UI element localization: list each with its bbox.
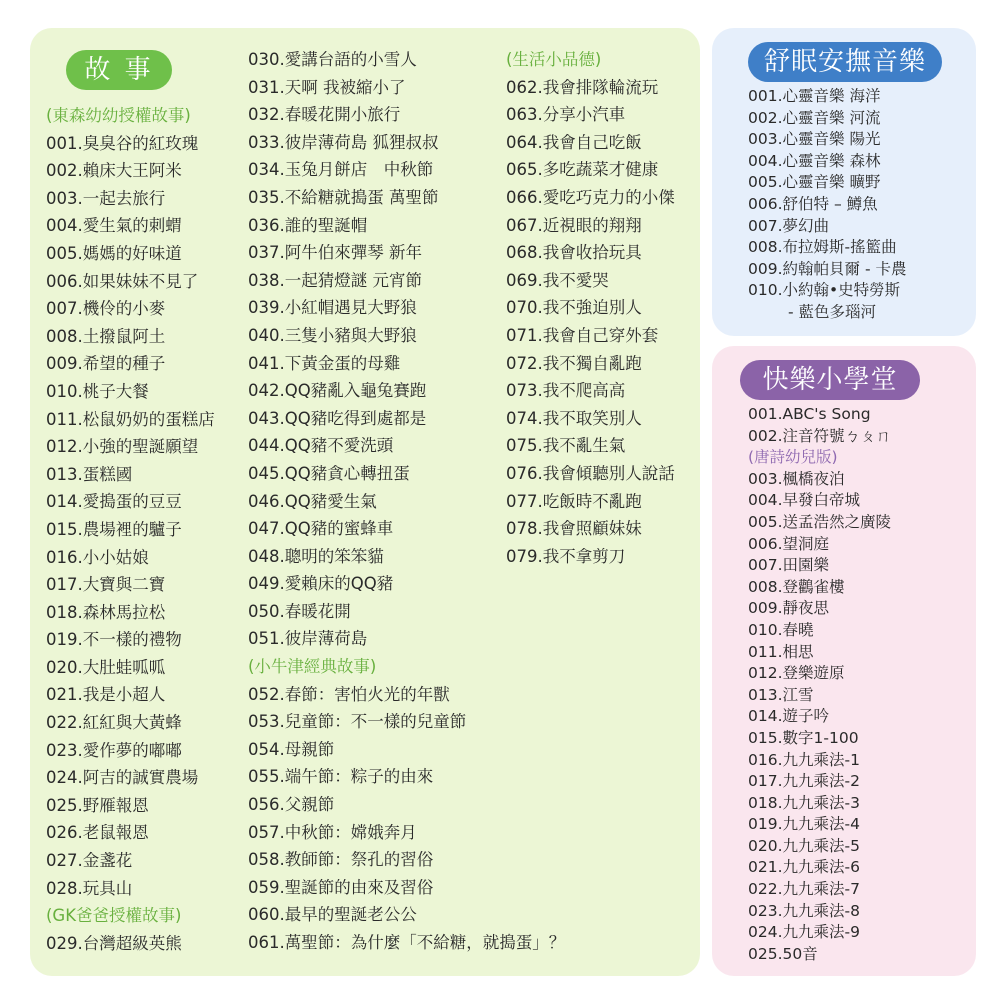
list-item: 033.彼岸薄荷島 狐狸叔叔: [248, 132, 439, 152]
list-item: 025.50音: [748, 944, 818, 963]
list-item: 057.中秋節：嫦娥奔月: [248, 822, 417, 842]
category-heading: (唐詩幼兒版): [748, 448, 838, 467]
list-item: 015.農場裡的驢子: [46, 519, 182, 539]
list-item: 007.機伶的小麥: [46, 299, 166, 319]
list-item: 047.QQ豬的蜜蜂車: [248, 519, 394, 539]
list-item: 003.心靈音樂 陽光: [748, 130, 881, 149]
list-item: 006.望洞庭: [748, 534, 830, 553]
list-item: 058.教師節：祭孔的習俗: [248, 850, 434, 870]
list-item: 055.端午節：粽子的由來: [248, 767, 434, 787]
sleep-music-panel: [712, 28, 976, 336]
list-item: 012.登樂遊原: [748, 664, 845, 683]
story-column-1: [46, 102, 215, 957]
list-item: 052.春節：害怕火光的年獸: [248, 684, 450, 704]
list-item: 010.春曉: [748, 620, 814, 639]
list-item: 071.我會自己穿外套: [506, 325, 659, 345]
list-item: 060.最早的聖誕老公公: [248, 905, 417, 925]
list-item: 034.玉兔月餅店 中秋節: [248, 160, 434, 180]
list-item: 042.QQ豬亂入龜兔賽跑: [248, 381, 427, 401]
list-item: 004.愛生氣的刺蝟: [46, 216, 182, 236]
list-item: 004.心靈音樂 森林: [748, 151, 881, 170]
list-item: 015.數字1-100: [748, 728, 859, 747]
list-item: 039.小紅帽遇見大野狼: [248, 298, 417, 318]
list-item: 014.遊子吟: [748, 707, 830, 726]
list-item: 001.心靈音樂 海洋: [748, 87, 881, 105]
list-item: 030.愛講台語的小雪人: [248, 50, 417, 69]
list-item: 028.玩具山: [46, 878, 133, 898]
list-item: 006.舒伯特 – 鱒魚: [748, 194, 878, 213]
list-item: 022.紅紅與大黃蜂: [46, 713, 182, 733]
list-item: 024.九九乘法-9: [748, 923, 860, 942]
list-item: 049.愛賴床的QQ豬: [248, 574, 394, 594]
story-panel: [30, 28, 700, 976]
list-item: 029.台灣超級英熊: [46, 933, 182, 953]
list-item: - 藍色多瑙河: [788, 302, 877, 321]
list-item: 016.九九乘法-1: [748, 750, 860, 769]
list-item: 036.誰的聖誕帽: [248, 215, 368, 235]
list-item: 054.母親節: [248, 739, 335, 759]
story-column-3: [506, 46, 675, 570]
list-item: 062.我會排隊輪流玩: [506, 77, 659, 97]
list-item: 074.我不取笑別人: [506, 408, 642, 428]
list-item: 078.我會照顧妹妹: [506, 519, 642, 539]
list-item: 001.ABC's Song: [748, 405, 871, 423]
list-item: 004.早發白帝城: [748, 491, 861, 510]
list-item: 037.阿牛伯來彈琴 新年: [248, 243, 422, 263]
list-item: 002.賴床大王阿米: [46, 161, 182, 181]
list-item: 003.楓橋夜泊: [748, 469, 845, 488]
list-item: 073.我不爬高高: [506, 381, 626, 401]
list-item: 026.老鼠報恩: [46, 823, 149, 843]
list-item: 021.我是小超人: [46, 685, 166, 705]
list-item: 018.九九乘法-3: [748, 793, 860, 812]
list-item: 009.希望的種子: [46, 354, 166, 374]
list-item: 008.登鸛雀樓: [748, 577, 845, 596]
list-item: 003.一起去旅行: [46, 188, 166, 208]
category-heading: (小牛津經典故事): [248, 657, 377, 677]
category-heading: (生活小品德): [506, 50, 602, 69]
list-item: 067.近視眼的翔翔: [506, 215, 642, 235]
list-item: 013.江雪: [748, 685, 814, 704]
list-item: 019.不一樣的禮物: [46, 630, 182, 650]
list-item: 021.九九乘法-6: [748, 858, 860, 877]
list-item: 022.九九乘法-7: [748, 880, 860, 899]
list-item: 010.桃子大餐: [46, 381, 149, 401]
sleep-music-title: 舒眠安撫音樂: [748, 42, 942, 82]
list-item: 019.九九乘法-4: [748, 815, 860, 834]
list-item: 069.我不愛哭: [506, 270, 609, 290]
list-item: 064.我會自己吃飯: [506, 132, 642, 152]
list-item: 063.分享小汽車: [506, 105, 626, 125]
list-item: 011.松鼠奶奶的蛋糕店: [46, 409, 215, 429]
list-item: 020.九九乘法-5: [748, 836, 860, 855]
list-item: 017.九九乘法-2: [748, 772, 860, 791]
list-item: 061.萬聖節：為什麼「不給糖，就搗蛋」？: [248, 933, 566, 952]
list-item: 025.野雁報恩: [46, 795, 149, 815]
list-item: 032.春暖花開小旅行: [248, 105, 401, 125]
list-item: 009.約翰帕貝爾 - 卡農: [748, 259, 907, 278]
happy-school-list: [748, 404, 891, 965]
list-item: 008.布拉姆斯-搖籃曲: [748, 238, 897, 257]
happy-school-panel: [712, 346, 976, 976]
list-item: 005.媽媽的好味道: [46, 243, 182, 263]
list-item: 020.大肚蛙呱呱: [46, 657, 166, 677]
list-item: 016.小小姑娘: [46, 547, 149, 567]
list-item: 007.夢幻曲: [748, 216, 830, 235]
sleep-music-list: [748, 86, 906, 324]
list-item: 066.愛吃巧克力的小傑: [506, 187, 675, 207]
list-item: 023.愛作夢的嘟嘟: [46, 740, 182, 760]
list-item: 043.QQ豬吃得到處都是: [248, 408, 427, 428]
list-item: 045.QQ豬貪心轉扭蛋: [248, 463, 410, 483]
list-item: 024.阿吉的誠實農場: [46, 768, 199, 788]
list-item: 035.不給糖就搗蛋 萬聖節: [248, 187, 439, 207]
list-item: 023.九九乘法-8: [748, 901, 860, 920]
list-item: 017.大寶與二寶: [46, 575, 166, 595]
list-item: 011.相思: [748, 642, 814, 661]
list-item: 005.送孟浩然之廣陵: [748, 512, 892, 531]
list-item: 075.我不亂生氣: [506, 436, 626, 456]
list-item: 031.天啊 我被縮小了: [248, 77, 406, 97]
list-item: 050.春暖花開: [248, 601, 351, 621]
list-item: 038.一起猜燈謎 元宵節: [248, 270, 422, 290]
list-item: 013.蛋糕國: [46, 464, 133, 484]
list-item: 009.靜夜思: [748, 599, 830, 618]
category-heading: (東森幼幼授權故事): [46, 106, 191, 125]
list-item: 012.小強的聖誕願望: [46, 437, 199, 457]
category-heading: (GK爸爸授權故事): [46, 906, 182, 926]
list-item: 059.聖誕節的由來及習俗: [248, 877, 434, 897]
list-item: 008.土撥鼠阿土: [46, 326, 166, 346]
happy-school-title: 快樂小學堂: [740, 360, 920, 400]
list-item: 018.森林馬拉松: [46, 602, 166, 622]
list-item: 048.聰明的笨笨貓: [248, 546, 384, 566]
list-item: 065.多吃蔬菜才健康: [506, 160, 659, 180]
story-section-title: 故 事: [66, 50, 172, 90]
list-item: 070.我不強迫別人: [506, 298, 642, 318]
list-item: 076.我會傾聽別人說話: [506, 463, 675, 483]
list-item: 044.QQ豬不愛洗頭: [248, 436, 394, 456]
list-item: 007.田園樂: [748, 556, 830, 575]
list-item: 051.彼岸薄荷島: [248, 629, 368, 649]
list-item: 041.下黃金蛋的母雞: [248, 353, 401, 373]
list-item: 068.我會收拾玩具: [506, 243, 642, 263]
list-item: 014.愛搗蛋的豆豆: [46, 492, 182, 512]
list-item: 027.金盞花: [46, 851, 133, 871]
list-item: 079.我不拿剪刀: [506, 546, 626, 566]
list-item: 001.臭臭谷的紅玫瑰: [46, 133, 199, 153]
list-item: 072.我不獨自亂跑: [506, 353, 642, 373]
list-item: 056.父親節: [248, 795, 335, 815]
list-item: 002.注音符號ㄅㄆㄇ: [748, 426, 892, 445]
list-item: 040.三隻小豬與大野狼: [248, 325, 417, 345]
list-item: 053.兒童節：不一樣的兒童節: [248, 712, 467, 732]
list-item: 046.QQ豬愛生氣: [248, 491, 377, 511]
list-item: 010.小約翰•史特勞斯: [748, 281, 901, 300]
list-item: 006.如果妹妹不見了: [46, 271, 199, 291]
list-item: 077.吃飯時不亂跑: [506, 491, 642, 511]
list-item: 002.心靈音樂 河流: [748, 108, 881, 127]
list-item: 005.心靈音樂 曠野: [748, 173, 881, 192]
